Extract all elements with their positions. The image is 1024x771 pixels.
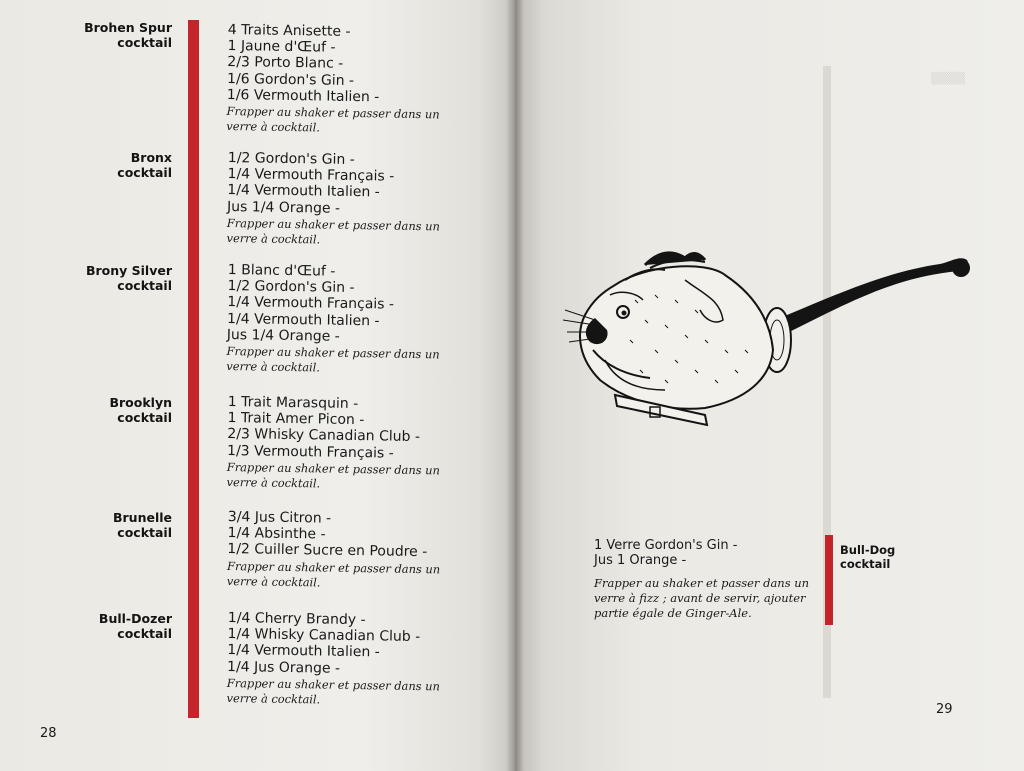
ingredient-line: 2/3 Porto Blanc -	[227, 54, 344, 73]
bulldog-head	[563, 253, 773, 425]
recipe-name	[2, 395, 172, 425]
ingredient-line: 1/3 Vermouth Français -	[226, 442, 394, 462]
ingredient-line: 1/6 Gordon's Gin -	[226, 70, 355, 89]
recipe-instruction: Frapper au shaker et passer dans un verre à cocktail.	[226, 558, 441, 590]
recipe-name-line: Bull-Dozer	[98, 611, 172, 626]
bulldog-pipe-illustration	[555, 240, 975, 440]
recipe-instruction: Frapper au shaker et passer dans un verre à cocktail.	[226, 215, 440, 247]
recipe-name	[2, 611, 172, 641]
ingredient-line: 1 Trait Marasquin -	[227, 394, 359, 413]
right-recipe-bull-dog	[594, 538, 824, 621]
recipe-block	[227, 509, 478, 593]
recipe-name	[2, 510, 172, 540]
recipe-instruction: Frapper au shaker et passer dans un verre à cocktail.	[226, 344, 440, 375]
ingredient-line: 1 Verre Gordon's Gin -	[594, 538, 738, 553]
recipe-block	[226, 394, 477, 494]
recipe-name-line: Bronx	[130, 150, 172, 165]
ingredient-line: 1/4 Vermouth Français -	[227, 294, 395, 314]
recipe-name-line: Brony Silver	[85, 263, 172, 278]
ingredient-line: 1/6 Vermouth Italien -	[226, 86, 380, 106]
ingredient-line: 1/4 Vermouth Italien -	[227, 642, 380, 661]
recipe-name-line: Brooklyn	[109, 395, 172, 410]
recipe-block	[226, 150, 477, 250]
recipe-name-line: cocktail	[117, 626, 172, 641]
ingredient-line: 1/4 Absinthe -	[227, 525, 326, 543]
ingredient-line: 1 Blanc d'Œuf -	[227, 262, 336, 280]
recipe-block	[226, 22, 478, 138]
recipe-instruction: Frapper au shaker et passer dans un verre à cocktail.	[226, 675, 440, 707]
ingredient-line: 2/3 Whisky Canadian Club -	[227, 426, 421, 446]
ingredient-line: 1/4 Vermouth Italien -	[227, 182, 380, 201]
recipe-name-line: Brohen Spur	[84, 20, 172, 35]
recipe-block	[226, 610, 477, 710]
recipe-name	[2, 150, 172, 180]
recipe-name-line: cocktail	[117, 278, 172, 293]
ingredient-line: 1/4 Jus Orange -	[226, 658, 341, 677]
recipe-name-line: cocktail	[840, 557, 891, 571]
recipe-instruction: Frapper au shaker et passer dans un verre à fizz ; avant de servir, ajouter partie égale de Ginger-Ale.	[594, 576, 810, 620]
pipe-stem	[775, 258, 970, 335]
recipe-name-line: cocktail	[117, 165, 172, 180]
ingredient-line: 1/2 Cuiller Sucre en Poudre -	[227, 541, 428, 561]
recipe-name-bull-dog	[840, 543, 930, 571]
recipe-name-line: Brunelle	[112, 510, 172, 525]
recipe-name	[2, 20, 172, 50]
recipe-name-line: cocktail	[117, 525, 172, 540]
recipe-instruction: Frapper au shaker et passer dans un verre à cocktail.	[226, 104, 440, 135]
ingredient-line: 1/4 Vermouth Italien -	[226, 310, 380, 329]
ingredient-line: 3/4 Jus Citron -	[227, 509, 332, 527]
right-red-margin-bar	[825, 535, 833, 625]
recipe-name-line: cocktail	[117, 35, 172, 50]
page-number-right: 29	[936, 702, 953, 717]
ingredient-line: Jus 1/4 Orange -	[226, 326, 340, 345]
ingredient-line: Jus 1 Orange -	[594, 553, 687, 568]
ingredient-line: 1 Trait Amer Picon -	[227, 410, 365, 429]
recipe-block	[226, 262, 478, 378]
page-number-left: 28	[40, 726, 57, 741]
ingredient-line: 1 Jaune d'Œuf -	[227, 38, 336, 56]
left-red-margin-bar	[188, 20, 199, 718]
ingredient-line: 1/4 Whisky Canadian Club -	[227, 626, 421, 646]
ingredient-line: Jus 1/4 Orange -	[226, 198, 341, 217]
recipe-name-line: cocktail	[117, 410, 172, 425]
ingredient-line: 1/2 Gordon's Gin -	[227, 150, 355, 168]
ingredient-line: 1/4 Cherry Brandy -	[227, 610, 366, 629]
recipe-instruction: Frapper au shaker et passer dans un verre à cocktail.	[226, 459, 440, 491]
ingredient-line: 4 Traits Anisette -	[227, 22, 351, 40]
show-through-text: ▒▒▒▒	[931, 72, 965, 85]
ingredient-line: 1/4 Vermouth Français -	[227, 166, 395, 185]
ingredient-line: 1/2 Gordon's Gin -	[227, 278, 355, 297]
recipe-name	[2, 263, 172, 293]
book-gutter	[506, 0, 524, 771]
recipe-name-line: Bull-Dog	[840, 543, 896, 557]
